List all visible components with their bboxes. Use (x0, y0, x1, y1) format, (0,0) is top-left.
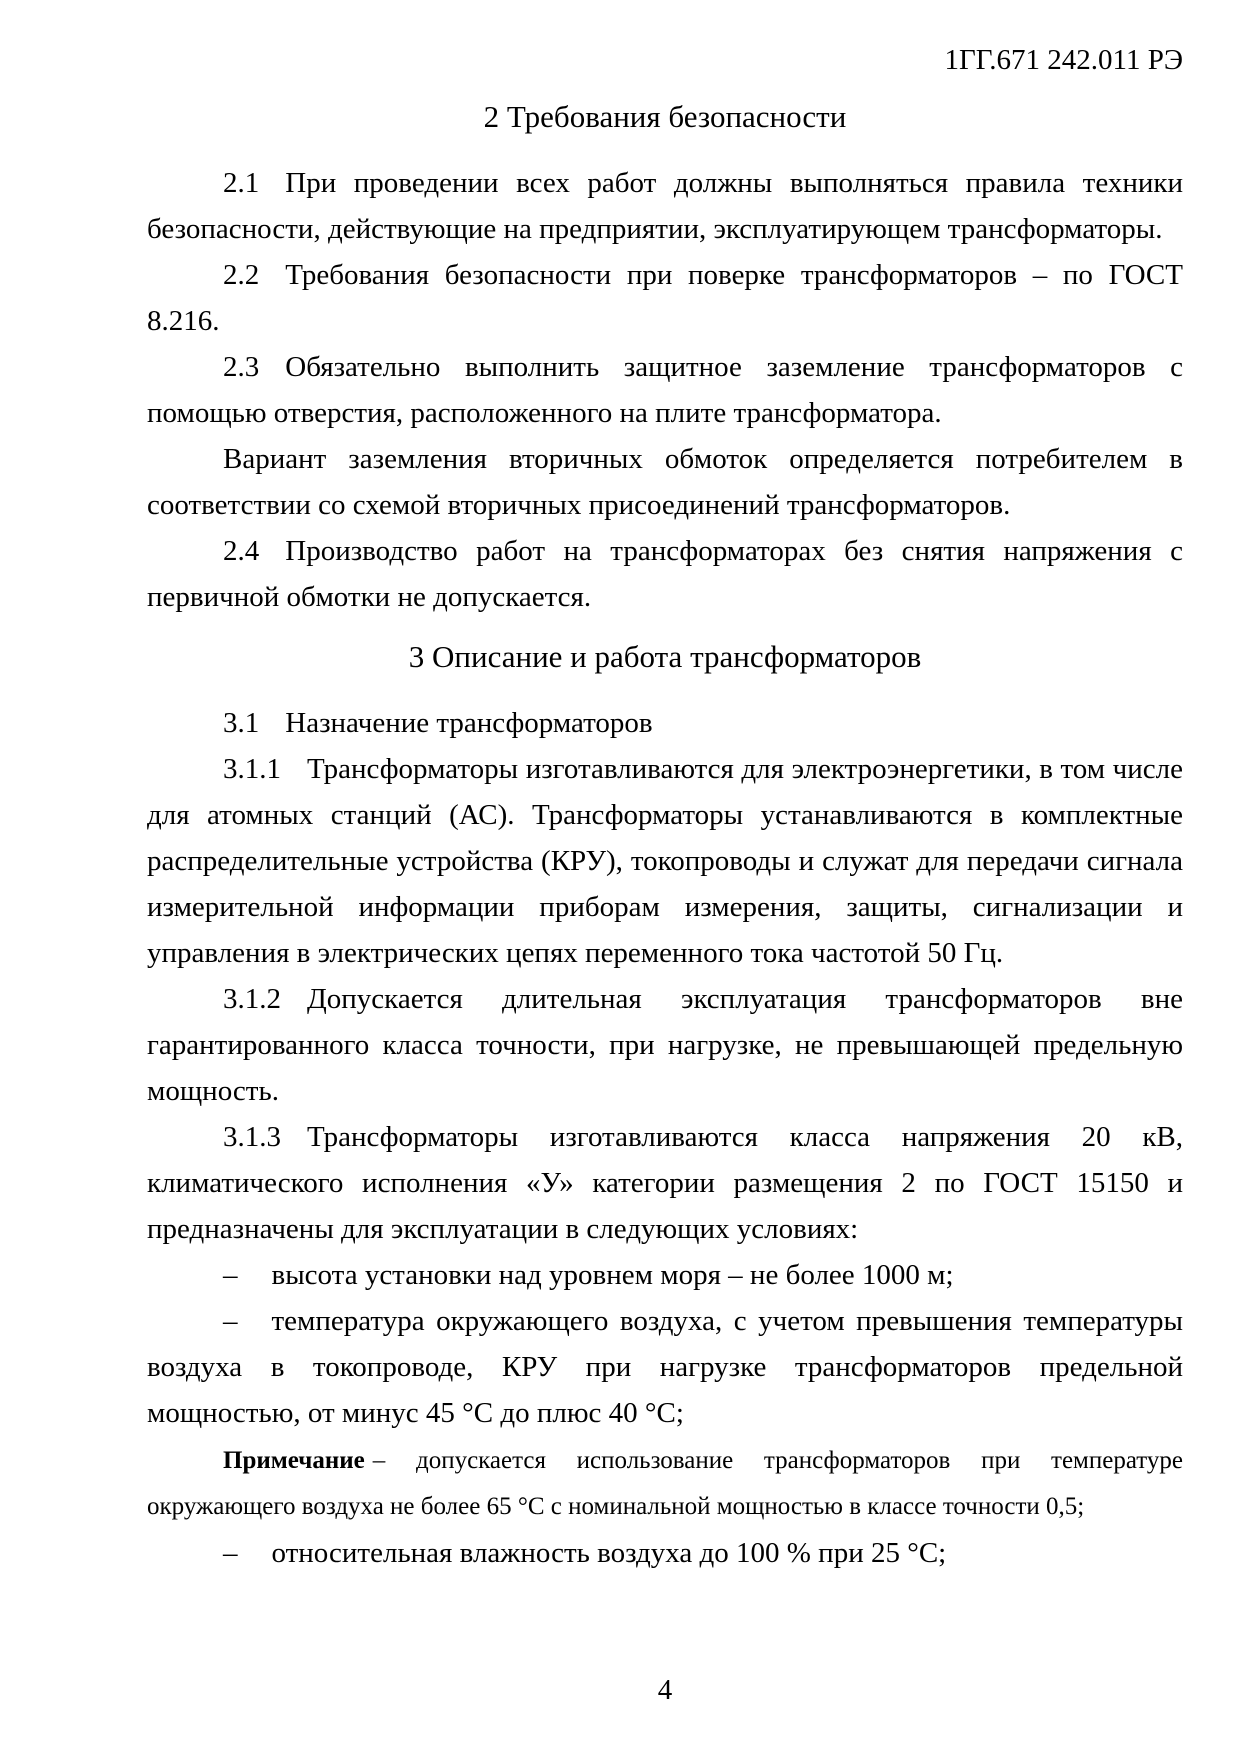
paragraph (147, 746, 1183, 976)
list-item-text: высота установки над уровнем моря – не более 1000 м; (271, 1259, 954, 1291)
page-content (147, 40, 1183, 1576)
paragraph-text: Допускается длительная эксплуатация трансформаторов вне гарантированного класса точности, при нагрузке, не превышающей предельную мощность. (147, 983, 1183, 1107)
list-dash: – (223, 1305, 238, 1337)
paragraph-text: Назначение трансформаторов (285, 707, 653, 739)
clause-number: 2.4 (223, 535, 260, 567)
list-dash: – (223, 1537, 238, 1569)
clause-number: 2.2 (223, 259, 260, 291)
paragraph (147, 252, 1183, 344)
paragraph-text: Вариант заземления вторичных обмоток определяется потребителем в соответствии со схемой вторичных присоединений трансформаторов. (147, 443, 1183, 521)
clause-number: 3.1.2 (223, 983, 281, 1015)
paragraph (147, 700, 1183, 746)
doc-number: 1ГГ.671 242.011 РЭ (944, 44, 1183, 76)
paragraph (147, 1114, 1183, 1252)
paragraph (147, 436, 1183, 528)
clause-number: 3.1.1 (223, 753, 281, 785)
list-item (147, 1530, 1183, 1576)
list-item (147, 1252, 1183, 1298)
clause-number: 2.3 (223, 351, 260, 383)
paragraph-text: При проведении всех работ должны выполняться правила техники безопасности, действующие на предприятии, эксплуатирующем трансформаторы. (147, 167, 1183, 245)
clause-number: 2.1 (223, 167, 260, 199)
list-item (147, 1298, 1183, 1436)
list-item-text: относительная влажность воздуха до 100 % при 25 °С; (271, 1537, 947, 1569)
paragraph-text: Трансформаторы изготавливаются для электроэнергетики, в том числе для атомных станций (АС). Трансформаторы устанавливаются в комплектные распределительные устройства (КРУ), токопроводы и служат для передачи сигнала измерительной информации приборам измерения, защиты, сигнализации и управления в электрических цепях переменного тока частотой 50 Гц. (147, 753, 1183, 969)
page-number: 4 (657, 1674, 673, 1706)
paragraph (147, 528, 1183, 620)
note-paragraph (147, 1438, 1183, 1530)
note-label: Примечание (223, 1447, 365, 1474)
list-dash: – (223, 1259, 238, 1291)
paragraph-text: Трансформаторы изготавливаются класса напряжения 20 кВ, климатического исполнения «У» категории размещения 2 по ГОСТ 15150 и предназначены для эксплуатации в следующих условиях: (147, 1121, 1183, 1245)
clause-number: 3.1.3 (223, 1121, 281, 1153)
clause-number: 3.1 (223, 707, 260, 739)
paragraph-text: Производство работ на трансформаторах без снятия напряжения с первичной обмотки не допускается. (147, 535, 1183, 613)
paragraph (147, 344, 1183, 436)
paragraph (147, 160, 1183, 252)
section-heading-safety: 2 Требования безопасности (483, 99, 847, 134)
list-item-text: температура окружающего воздуха, с учетом превышения температуры воздуха в токопроводе, КРУ при нагрузке трансформаторов предельной мощностью, от минус 45 °С до плюс 40 °С; (147, 1305, 1183, 1429)
paragraph-text: Обязательно выполнить защитное заземление трансформаторов с помощью отверстия, расположенного на плите трансформатора. (147, 351, 1183, 429)
note-text: – допускается использование трансформаторов при температуре окружающего воздуха не более 65 °С с номинальной мощностью в классе точности 0,5; (147, 1447, 1183, 1520)
paragraph-text: Требования безопасности при поверке трансформаторов – по ГОСТ 8.216. (147, 259, 1183, 337)
section-heading-description: 3 Описание и работа трансформаторов (408, 639, 922, 674)
paragraph (147, 976, 1183, 1114)
